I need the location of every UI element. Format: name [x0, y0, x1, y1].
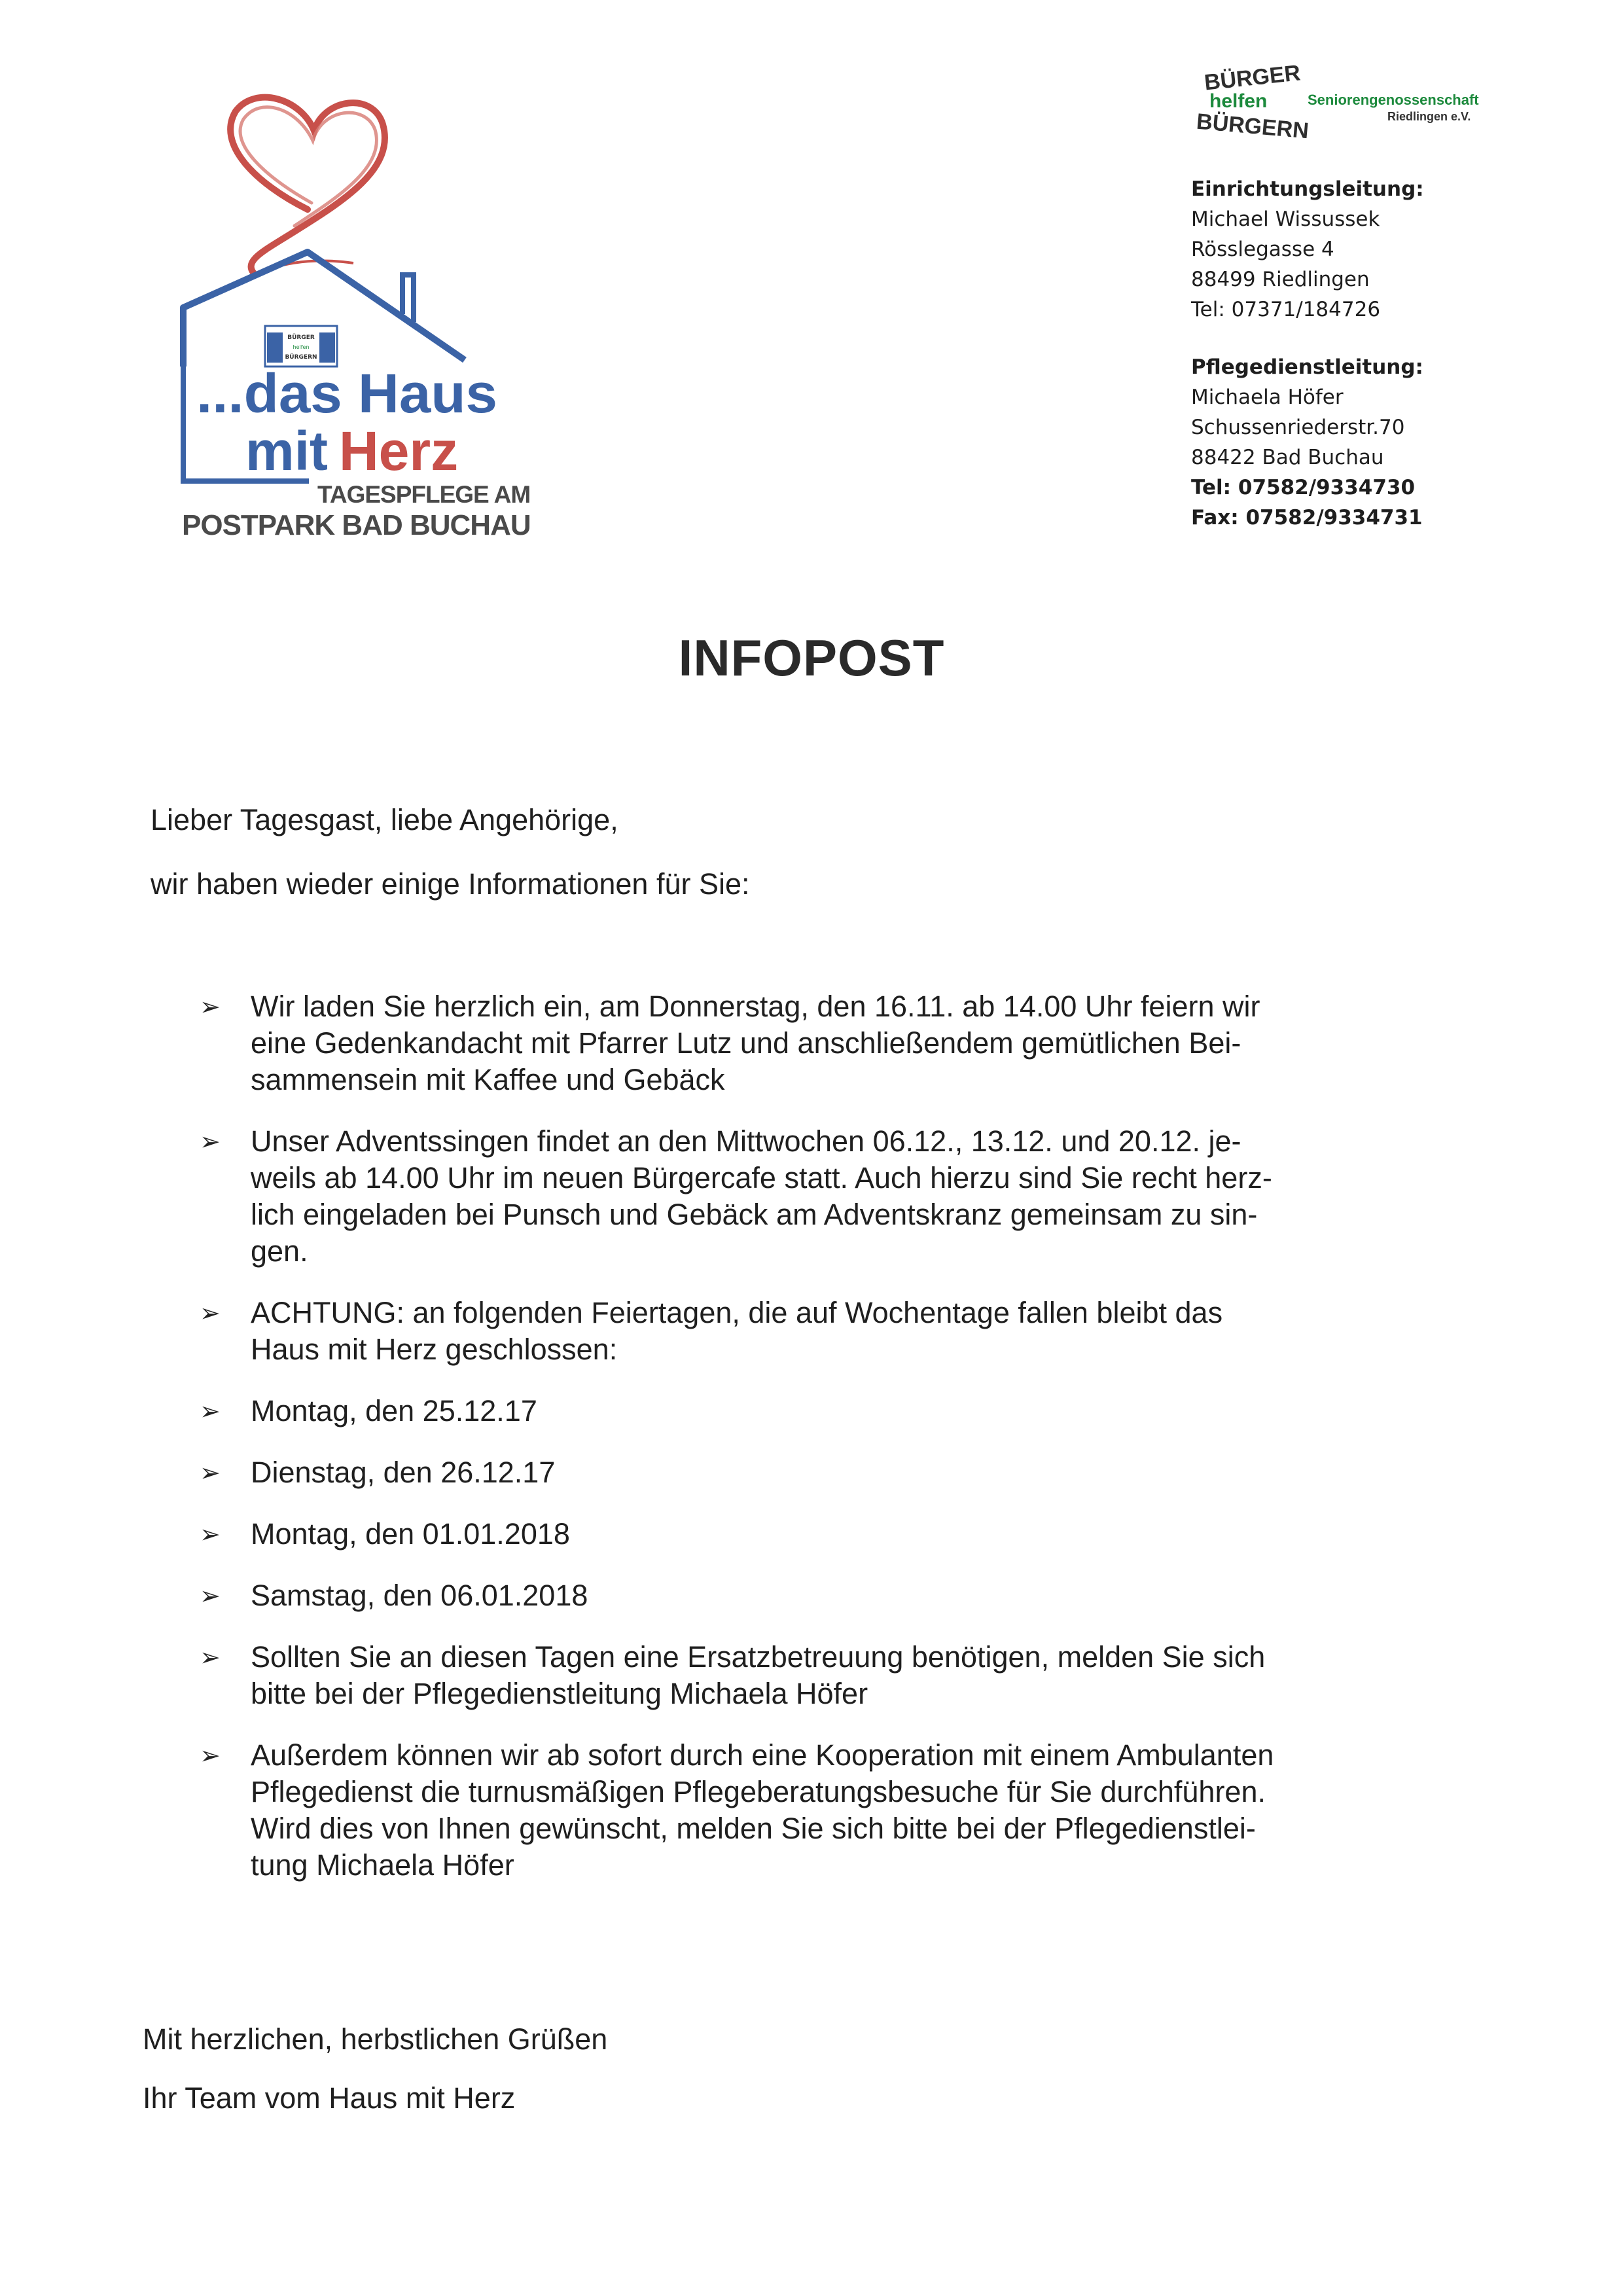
org-logo	[1178, 60, 1492, 151]
contact1-tel: Tel: 07371/184726	[1191, 298, 1381, 321]
closing-greeting: Mit herzlichen, herbstlichen Grüßen	[143, 2022, 608, 2056]
list-item-line: lich eingeladen bei Punsch und Gebäck am Adventskranz gemeinsam zu sin-	[251, 1198, 1258, 1231]
org-logo-line3: BÜRGERN	[1195, 109, 1310, 144]
contact1-city: 88499 Riedlingen	[1191, 268, 1370, 291]
arrowhead-bullet-icon: ➢	[200, 1520, 221, 1549]
arrowhead-bullet-icon: ➢	[200, 1643, 221, 1672]
org-logo-line1: BÜRGER	[1203, 60, 1302, 96]
logo-line2-a: mit	[245, 420, 328, 482]
org-logo-city: Riedlingen e.V.	[1387, 110, 1471, 123]
list-item	[200, 1577, 1482, 1614]
list-item-line: Montag, den 25.12.17	[251, 1394, 537, 1427]
list-item-line: Dienstag, den 26.12.17	[251, 1456, 556, 1489]
contact-einrichtungsleitung	[1191, 174, 1424, 325]
list-item	[200, 1454, 1482, 1491]
contact2-street: Schussenriederstr.70	[1191, 416, 1405, 439]
list-item-line: ACHTUNG: an folgenden Feiertagen, die auf Wochentage fallen bleibt das	[251, 1296, 1223, 1329]
list-item-line: tung Michaela Höfer	[251, 1848, 514, 1882]
page-title: INFOPOST	[678, 629, 945, 687]
arrowhead-bullet-icon: ➢	[200, 1741, 221, 1770]
contact1-street: Rösslegasse 4	[1191, 238, 1334, 261]
intro: wir haben wieder einige Informationen für Sie:	[151, 867, 750, 901]
logo-tagline-2: POSTPARK BAD BUCHAU	[182, 509, 531, 541]
org-logo-name: Seniorengenossenschaft	[1308, 92, 1479, 108]
org-logo-line2: helfen	[1209, 90, 1268, 112]
contact1-heading: Einrichtungsleitung:	[1191, 177, 1424, 201]
arrowhead-bullet-icon: ➢	[200, 1458, 221, 1487]
contact2-name: Michaela Höfer	[1191, 386, 1344, 409]
arrowhead-bullet-icon: ➢	[200, 1581, 221, 1610]
list-item-line: Pflegedienst die turnusmäßigen Pflegeberatungsbesuche für Sie durchführen.	[251, 1775, 1266, 1808]
list-item-line: Sollten Sie an diesen Tagen eine Ersatzbetreuung benötigen, melden Sie sich	[251, 1640, 1266, 1674]
list-item	[200, 1393, 1482, 1429]
closing-signature: Ihr Team vom Haus mit Herz	[143, 2081, 516, 2115]
list-item	[200, 1123, 1482, 1270]
contact2-tel: Tel: 07582/9334730	[1191, 476, 1416, 499]
logo-tagline-1: TAGESPFLEGE AM	[317, 481, 531, 508]
list-item	[200, 1516, 1482, 1552]
heart-ribbon-icon	[230, 98, 385, 275]
list-item-line: Haus mit Herz geschlossen:	[251, 1333, 618, 1366]
list-item-line: Außerdem können wir ab sofort durch eine Kooperation mit einem Ambulanten	[251, 1738, 1274, 1772]
list-item	[200, 1295, 1482, 1368]
list-item-line: Samstag, den 06.01.2018	[251, 1579, 588, 1612]
svg-text:helfen: helfen	[293, 344, 310, 350]
info-list	[200, 988, 1482, 1909]
greeting: Lieber Tagesgast, liebe Angehörige,	[151, 803, 618, 836]
arrowhead-bullet-icon: ➢	[200, 1397, 221, 1426]
list-item-line: eine Gedenkandacht mit Pfarrer Lutz und anschließendem gemütlichen Bei-	[251, 1026, 1241, 1060]
list-item-line: bitte bei der Pflegedienstleitung Michaela Höfer	[251, 1677, 868, 1710]
contact2-fax: Fax: 07582/9334731	[1191, 506, 1423, 529]
arrowhead-bullet-icon: ➢	[200, 1299, 221, 1327]
list-item-line: sammensein mit Kaffee und Gebäck	[251, 1063, 725, 1096]
arrowhead-bullet-icon: ➢	[200, 992, 221, 1021]
list-item-line: Unser Adventssingen findet an den Mittwochen 06.12., 13.12. und 20.12. je-	[251, 1124, 1241, 1158]
list-item-line: Wir laden Sie herzlich ein, am Donnerstag, den 16.11. ab 14.00 Uhr feiern wir	[251, 990, 1260, 1023]
list-item	[200, 1737, 1482, 1884]
logo-line1: ...das Haus	[196, 363, 497, 424]
svg-text:BÜRGERN: BÜRGERN	[285, 354, 317, 361]
list-item-line: weils ab 14.00 Uhr im neuen Bürgercafe statt. Auch hierzu sind Sie recht herz-	[251, 1161, 1272, 1194]
house-badge-text: BÜRGER	[287, 334, 315, 341]
contact2-heading: Pflegedienstleitung:	[1191, 355, 1423, 379]
logo-line2-b: Herz	[339, 420, 459, 482]
arrowhead-bullet-icon: ➢	[200, 1127, 221, 1156]
list-item-line: Wird dies von Ihnen gewünscht, melden Sie sich bitte bei der Pflegedienstlei-	[251, 1812, 1256, 1845]
list-item-line: Montag, den 01.01.2018	[251, 1517, 570, 1551]
contact-pflegedienstleitung	[1191, 352, 1423, 533]
list-item-line: gen.	[251, 1234, 308, 1268]
list-item	[200, 1639, 1482, 1712]
contact2-city: 88422 Bad Buchau	[1191, 446, 1384, 469]
list-item	[200, 988, 1482, 1098]
contact1-name: Michael Wissussek	[1191, 207, 1380, 231]
